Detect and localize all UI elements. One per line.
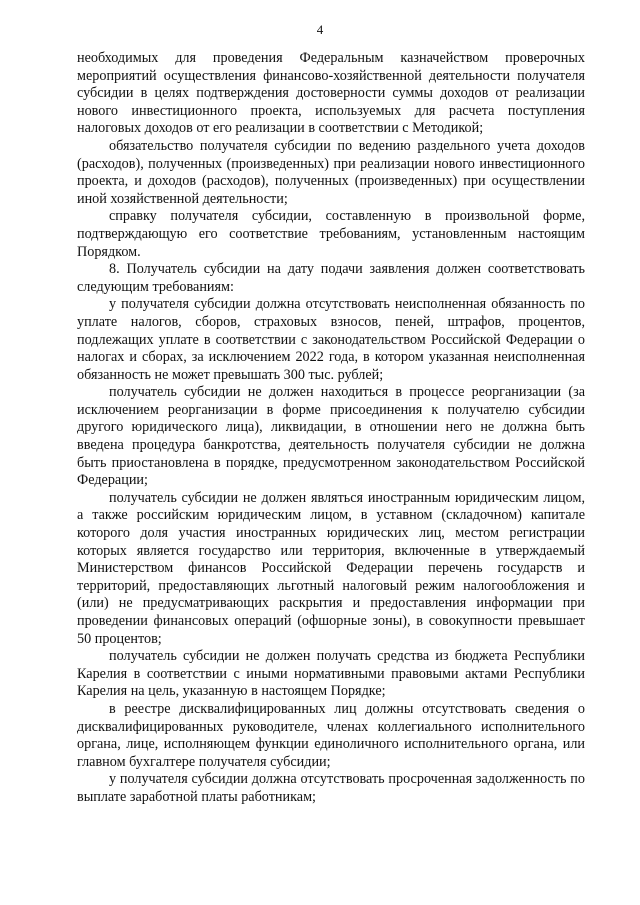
page-number: 4 xyxy=(316,22,324,37)
document-body xyxy=(77,50,585,807)
paragraph-foreign-entity: получатель субсидии не должен являться иностранным юридическим лицом, а также российским юридическим лицом, в уставном (складочном) капитале которого доля участия иностранных юридических лиц, местом регистрации которых является государство или территория, включенные в утверждаемый Министерством финансов Российской Федерации перечень государств и территорий, предоставляющих льготный налоговый режим налогообложения и (или) не предусматривающих раскрытия и предоставления информации при проведении финансовых операций (офшорные зоны), в совокупности превышает 50 процентов; xyxy=(77,489,585,647)
paragraph-item-8-requirements: 8. Получатель субсидии на дату подачи заявления должен соответствовать следующим требованиям: xyxy=(77,261,585,295)
paragraph-wage-arrears: у получателя субсидии должна отсутствовать просроченная задолженность по выплате заработной платы работникам; xyxy=(77,771,585,805)
paragraph-reorganization: получатель субсидии не должен находиться в процессе реорганизации (за исключением реорганизации в форме присоединения к получателю субсидии другого юридического лица), ликвидации, в отношении него не должна быть введена процедура банкротства, деятельность получателя субсидии не должна быть приостановлена в порядке, предусмотренном законодательством Российской Федерации; xyxy=(77,384,585,489)
paragraph-disqualified-persons: в реестре дисквалифицированных лиц должны отсутствовать сведения о дисквалифицированных руководителе, членах коллегиального исполнительного органа, лице, исполняющем функции единоличного исполнительного органа, или главном бухгалтере получателя субсидии; xyxy=(77,700,585,770)
paragraph-compliance-certificate: справку получателя субсидии, составленную в произвольной форме, подтверждающую его соответствие требованиям, установленным настоящим Порядком. xyxy=(77,208,585,260)
paragraph-tax-arrears: у получателя субсидии должна отсутствовать неисполненная обязанность по уплате налогов, сборов, страховых взносов, пеней, штрафов, процентов, подлежащих уплате в соответствии с законодательством Российской Федерации о налогах и сборах, за исключением 2022 года, в котором указанная неисполненная обязанность не может превышать 300 тыс. рублей; xyxy=(77,296,585,383)
paragraph-separate-accounting-obligation: обязательство получателя субсидии по ведению раздельного учета доходов (расходов), полученных (произведенных) при реализации нового инвестиционного проекта, и доходов (расходов), полученных (произведенных) при осуществлении иной хозяйственной деятельности; xyxy=(77,137,585,207)
paragraph-other-budget-funds: получатель субсидии не должен получать средства из бюджета Республики Карелия в соответствии с иными нормативными правовыми актами Республики Карелия на цель, указанную в настоящем Порядке; xyxy=(77,648,585,700)
paragraph-continuation: необходимых для проведения Федеральным казначейством проверочных мероприятий осуществления финансово-хозяйственной деятельности получателя субсидии в целях подтверждения достоверности суммы доходов от реализации нового инвестиционного проекта, используемых для расчета поступления налоговых доходов от его реализации в соответствии с Методикой; xyxy=(77,50,585,137)
